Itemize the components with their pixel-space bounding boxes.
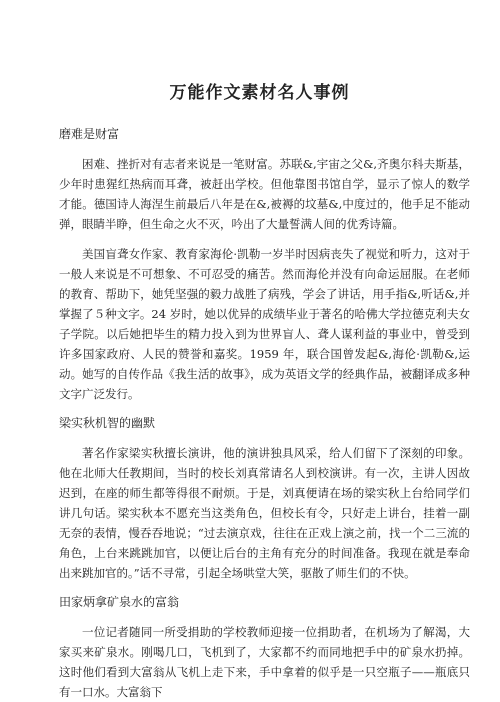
paragraph: 困难、挫折对有志者来说是一笔财富。苏联&,宇宙之父&,齐奥尔科夫斯基，少年时患猩红热病而耳聋，被赶出学校。但他靠图书馆自学，显示了惊人的数学才能。德国诗人海涅生前最后八年是在&,被褥的坟墓&,中度过的，他手足不能动弹，眼睛半睁，但生命之火不灭，吟出了大量誓满人间的优秀诗篇。 [59,157,470,231]
section-heading: 磨难是财富 [59,127,120,141]
section-heading: 田家炳拿矿泉水的富翁 [59,595,180,609]
section-tian-jiabing-mineral-water [59,593,470,702]
section-liang-shiqiu-humor [59,414,470,583]
paragraph: 著名作家梁实秋擅长演讲，他的演讲独具风采，给人们留下了深刻的印象。他在北师大任教期间，当时的校长刘真常请名人到校演讲。有一次，主讲人因故迟到，在座的师生都等得很不耐烦。于是，刘真便请在场的梁实秋上台给同学们讲几句话。梁实秋本不愿充当这类角色，但校长有令，只好走上讲台，挂着一副无奈的表情，慢吞吞地说；“过去演京戏，往往在正戏上演之前，找一个二三流的角色，上台来跳跳加官，以便让后台的主角有充分的时间准备。我现在就是奉命出来跳加官的。”话不寻常，引起全场哄堂大笑，驱散了师生们的不快。 [59,446,470,580]
section-heading: 梁实秋机智的幽默 [59,416,156,430]
document-title: 万能作文素材名人事例 [169,83,350,103]
paragraph: 一位记者随同一所受捐助的学校教师迎接一位捐助者，在机场为了解渴，大家买来矿泉水。刚喝几口，飞机到了，大家都不约而同地把手中的矿泉水扔掉。这时他们看到大富翁从飞机上走下来，手中拿着的似乎是一只空瓶子——瓶底只有一口水。大富翁下 [59,625,470,699]
section-hardship-is-wealth [59,125,470,404]
paragraph: 美国盲聋女作家、教育家海伦·凯勒一岁半时因病丧失了视觉和听力，这对于一般人来说是不可想象、不可忍受的痛苦。然而海伦并没有向命运屈服。在老师的教育、帮助下，她凭坚强的毅力战胜了病残，学会了讲话，用手指&,听话&,并掌握了５种文字。24 岁时，她以优异的成绩毕业于著名的哈佛大学拉德克利夫女子学院。以后她把毕生的精力投入到为世界盲人、聋人谋利益的事业中，曾受到许多国家政府、人民的赞誉和嘉奖。1959 年，联合国曾发起&,海伦·凯勒&,运动。她写的自传作品《我生活的故事》，成为英语文学的经典作品，被翻译成多种文字广泛发行。 [59,247,470,401]
